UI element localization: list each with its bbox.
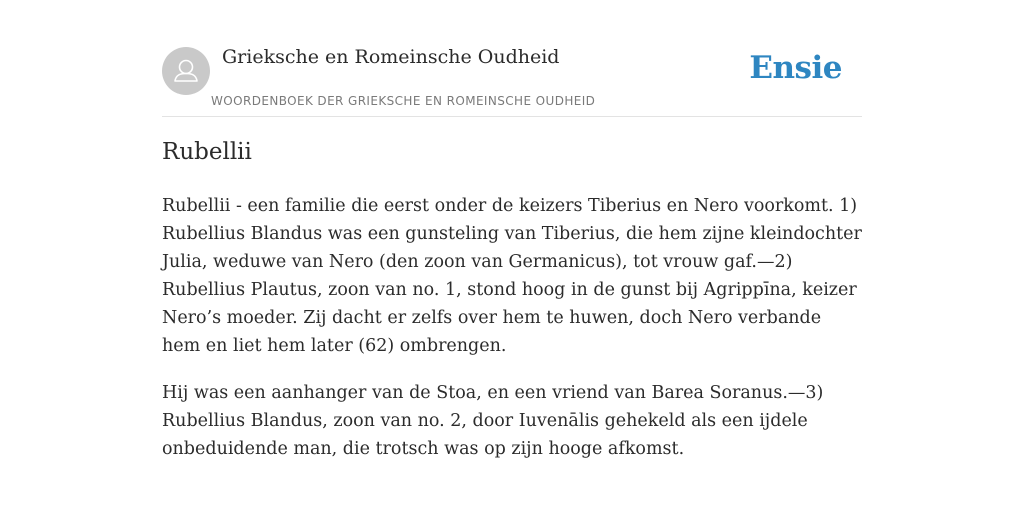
source-subtitle: WOORDENBOEK DER GRIEKSCHE EN ROMEINSCHE OUDHEID: [211, 94, 596, 108]
ensie-logo[interactable]: Ensie: [749, 50, 842, 86]
source-title-link[interactable]: Grieksche en Romeinsche Oudheid: [222, 46, 560, 68]
page-header: [162, 44, 862, 117]
entry-paragraph: Rubellii - een familie die eerst onder de keizers Tiberius en Nero voorkomt. 1) Rubellius Blandus was een gunsteling van Tiberius, die hem zijne kleindochter Julia, weduwe van Nero (den zoon van Germanicus), tot vrouw gaf.—2) Rubellius Plautus, zoon van no. 1, stond hoog in de gunst bij Agrippīna, keizer Nero’s moeder. Zij dacht er zelfs over hem te huwen, doch Nero verbande hem en liet hem later (62) ombrengen.: [162, 196, 862, 356]
entry-paragraph: Hij was een aanhanger van de Stoa, en een vriend van Barea Soranus.—3) Rubellius Blandus, zoon van no. 2, door Iuvenālis gehekeld als een ijdele onbeduidende man, die trotsch was op zijn hooge afkomst.: [162, 383, 824, 459]
entry-body: [162, 192, 862, 482]
user-icon: [162, 47, 210, 95]
entry-title: Rubellii: [162, 139, 252, 165]
avatar[interactable]: [162, 47, 210, 95]
